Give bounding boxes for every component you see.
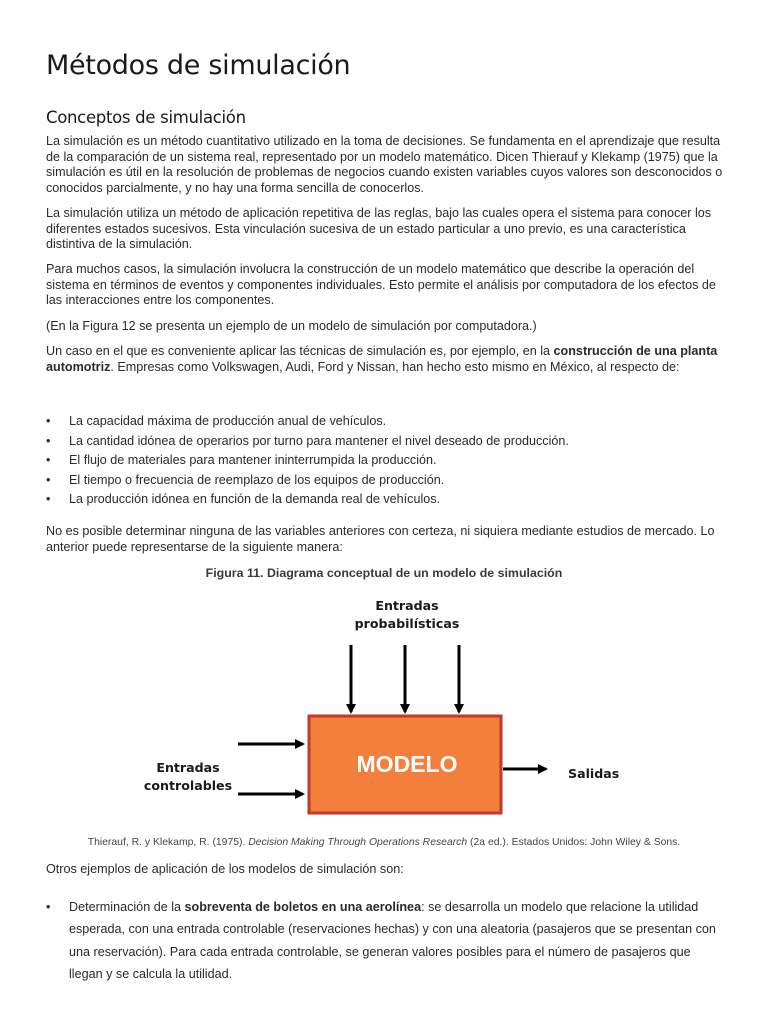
- case-prefix: Un caso en el que es conveniente aplicar las técnicas de simulación es, por ejemplo, en la: [46, 344, 554, 358]
- case-bold: construcción de una planta automotriz: [46, 344, 718, 374]
- list-item: [46, 896, 726, 986]
- figure-source: [0, 837, 768, 848]
- figure-caption: Figura 11. Diagrama conceptual de un modelo de simulación: [205, 566, 563, 580]
- list-item: • La producción idónea en función de la demanda real de vehículos.: [46, 490, 726, 510]
- source-suffix: (2a ed.). Estados Unidos: John Wiley & Sons.: [467, 837, 681, 848]
- left-label-line2: controlables: [143, 778, 233, 793]
- list-item: • El tiempo o frecuencia de reemplazo de los equipos de producción.: [46, 471, 726, 491]
- example-suffix: : se desarrolla un modelo que relacione la utilidad esperada, con una entrada controlable (reservaciones hechas) y con una aleatoria (pasajeros que se presentan con una reservación). Para cada entrada controlable, se generan valores posibles para el número de pasajeros que llegan y se calcula la utilidad.: [69, 900, 716, 982]
- paragraph-3: Para muchos casos, la simulación involucra la construcción de un modelo matemático que describe la operación del sistema en términos de eventos y componentes individuales. Esto permite el análisis por computadora de los efectos de las interacciones entre los componentes.: [46, 262, 716, 308]
- page-title: Métodos de simulación: [46, 50, 351, 81]
- list-item: • La cantidad idónea de operarios por turno para mantener el nivel deseado de producción.: [46, 432, 726, 452]
- section-heading: Conceptos de simulación: [46, 108, 246, 127]
- examples-list: [46, 896, 726, 986]
- paragraph-after-bullets: No es posible determinar ninguna de las variables anteriores con certeza, ni siquiera mediante estudios de mercado. Lo anterior puede representarse de la siguiente manera:: [46, 524, 715, 554]
- example-prefix: Determinación de la: [69, 900, 185, 914]
- list-item: • La capacidad máxima de producción anual de vehículos.: [46, 412, 726, 432]
- top-label-line1: Entradas: [375, 598, 439, 613]
- paragraph-1: La simulación es un método cuantitativo utilizado en la toma de decisiones. Se fundamenta en el aprendizaje que resulta de la comparación de un sistema real, representado por un modelo matemático. Dicen Thierauf y Klekamp (1975) que la simulación es útil en la resolución de problemas de negocios cuando existen variables cuyos valores son desconocidos o conocidos parcialmente, y no hay una forma sencilla de conocerlos.: [46, 134, 723, 195]
- case-suffix: . Empresas como Volkswagen, Audi, Ford y Nissan, han hecho esto mismo en México, al respecto de:: [110, 359, 680, 374]
- paragraph-4: (En la Figura 12 se presenta un ejemplo de un modelo de simulación por computadora.): [46, 319, 537, 333]
- list-item: • El flujo de materiales para mantener ininterrumpida la producción.: [46, 451, 726, 471]
- simulation-model-diagram: [0, 590, 768, 830]
- left-label-line1: Entradas: [156, 760, 220, 775]
- example-bold: sobreventa de boletos en una aerolínea: [184, 900, 422, 914]
- other-examples-intro: Otros ejemplos de aplicación de los modelos de simulación son:: [46, 862, 404, 876]
- bullet-list: [46, 412, 726, 510]
- case-paragraph: [46, 344, 726, 375]
- source-book-title: Decision Making Through Operations Research: [248, 837, 468, 848]
- model-label: MODELO: [356, 751, 458, 777]
- top-label-line2: probabilísticas: [354, 616, 460, 631]
- paragraph-2: La simulación utiliza un método de aplicación repetitiva de las reglas, bajo las cuales opera el sistema para conocer los diferentes estados sucesivos. Esta vinculación sucesiva de un estado particular a uno previo, es una característica distintiva de la simulación.: [46, 206, 712, 252]
- source-prefix: Thierauf, R. y Klekamp, R. (1975).: [87, 837, 249, 848]
- output-label: Salidas: [568, 766, 620, 781]
